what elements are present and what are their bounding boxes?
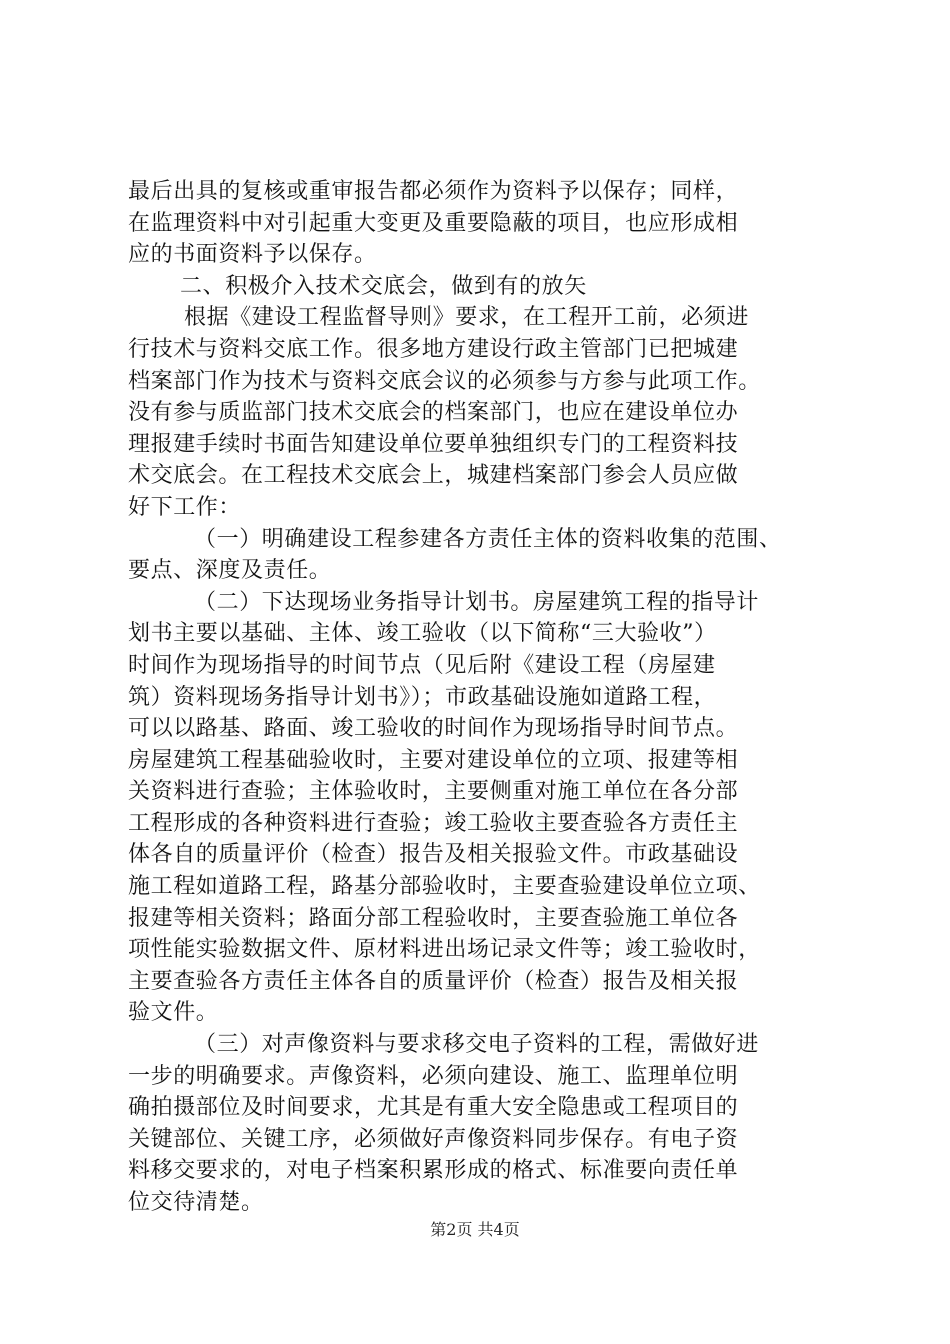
text-line: 好下工作： bbox=[128, 494, 242, 520]
text-line: 关资料进行查验；主体验收时，主要侧重对施工单位在各分部 bbox=[128, 779, 739, 805]
page-number-footer: 第2页 共4页 bbox=[430, 1220, 520, 1239]
text-line: 术交底会。在工程技术交底会上，城建档案部门参会人员应做 bbox=[128, 463, 739, 489]
text-line: 理报建手续时书面告知建设单位要单独组织专门的工程资料技 bbox=[128, 431, 739, 457]
text-line: 最后出具的复核或重审报告都必须作为资料予以保存；同样， bbox=[128, 179, 739, 204]
text-line: 可以以路基、路面、竣工验收的时间作为现场指导时间节点。 bbox=[128, 716, 739, 742]
text-line: 位交待清楚。 bbox=[128, 1190, 264, 1215]
text-line: 时间作为现场指导的时间节点（见后附《建设工程（房屋建 bbox=[128, 652, 716, 678]
text-line: 在监理资料中对引起重大变更及重要隐蔽的项目，也应形成相 bbox=[128, 210, 739, 236]
section-heading: 二、积极介入技术交底会，做到有的放矢 bbox=[180, 273, 587, 299]
text-line: 没有参与质监部门技术交底会的档案部门，也应在建设单位办 bbox=[128, 400, 739, 426]
text-line: 确拍摄部位及时间要求，尤其是有重大安全隐患或工程项目的 bbox=[128, 1095, 739, 1121]
text-line: 报建等相关资料；路面分部工程验收时，主要查验施工单位各 bbox=[128, 905, 739, 931]
text-line: 档案部门作为技术与资料交底会议的必须参与方参与此项工作。 bbox=[128, 368, 761, 394]
text-line: 划书主要以基础、主体、竣工验收（以下简称“三大验收”） bbox=[128, 621, 717, 647]
text-line: 项性能实验数据文件、原材料进出场记录文件等；竣工验收时， bbox=[128, 937, 761, 963]
subsection-line: （三）对声像资料与要求移交电子资料的工程，需做好进 bbox=[194, 1032, 760, 1058]
text-line: 筑）资料现场务指导计划书》）；市政基础设施如道路工程， bbox=[128, 684, 717, 710]
text-line: 行技术与资料交底工作。很多地方建设行政主管部门已把城建 bbox=[128, 336, 739, 362]
text-line: 体各自的质量评价（检查）报告及相关报验文件。市政基础设 bbox=[128, 842, 739, 868]
text-line: 验文件。 bbox=[128, 1000, 219, 1026]
text-line: 根据《建设工程监督导则》要求，在工程开工前，必须进 bbox=[184, 305, 750, 331]
text-line: 应的书面资料予以保存。 bbox=[128, 242, 377, 268]
text-line: 料移交要求的，对电子档案积累形成的格式、标准要向责任单 bbox=[128, 1158, 739, 1184]
text-line: 要点、深度及责任。 bbox=[128, 558, 332, 584]
text-line: 一步的明确要求。声像资料，必须向建设、施工、监理单位明 bbox=[128, 1063, 739, 1089]
document-body bbox=[128, 176, 858, 1219]
subsection-line: （二）下达现场业务指导计划书。房屋建筑工程的指导计 bbox=[194, 589, 760, 615]
text-line: 工程形成的各种资料进行查验；竣工验收主要查验各方责任主 bbox=[128, 810, 739, 836]
text-line: 关键部位、关键工序，必须做好声像资料同步保存。有电子资 bbox=[128, 1126, 739, 1152]
text-line: 主要查验各方责任主体各自的质量评价（检查）报告及相关报 bbox=[128, 968, 739, 994]
text-line: 房屋建筑工程基础验收时，主要对建设单位的立项、报建等相 bbox=[128, 747, 739, 773]
text-line: 施工程如道路工程，路基分部验收时，主要查验建设单位立项、 bbox=[128, 874, 761, 900]
subsection-line: （一）明确建设工程参建各方责任主体的资料收集的范围、 bbox=[194, 526, 782, 552]
